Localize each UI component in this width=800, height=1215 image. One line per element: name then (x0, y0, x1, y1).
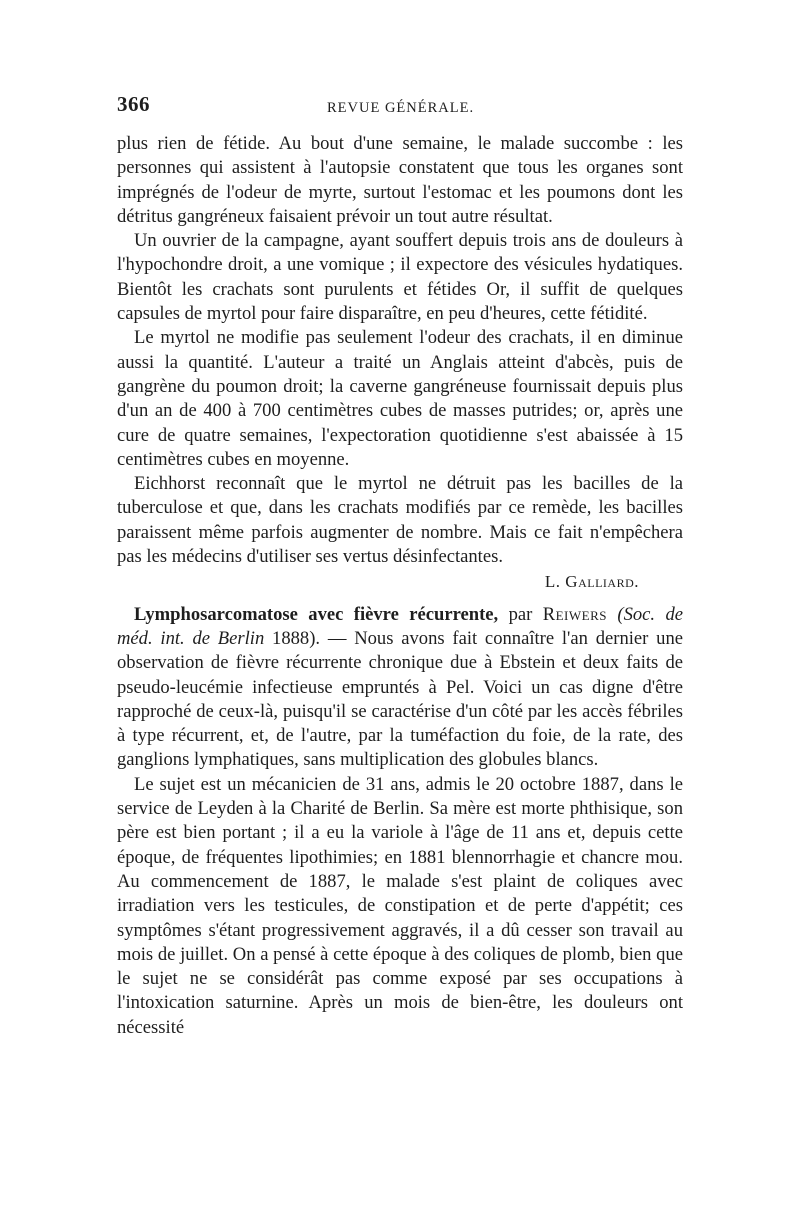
paragraph-myrtol-quantity: Le myrtol ne modifie pas seulement l'odeur des crachats, il en diminue aussi la quantité. L'auteur a traité un Anglais atteint d'abcès, puis de gangrène du poumon droit; la caverne gangréneuse fournissait depuis plus d'un an de 400 à 700 centimètres cubes de masses putrides; or, après une cure de quatre semaines, l'expectoration quotidienne s'est abaissée à 15 centimètres cubes en moyenne. (117, 327, 683, 470)
article-source: (Soc. de méd. int. de Berlin (117, 603, 684, 649)
article-intro-text: Nous avons fait connaître l'an dernier une observation de fièvre récurrente chronique due à Ebstein et deux faits de pseudo-leucémie infectieuse empruntés à Pel. Voici un cas digne d'être rapproché de ceux-là, puisqu'il se caractérise d'un côté par les accès fébriles à type récurrent, et, de l'autre, par la tuméfaction du foie, de la rate, des ganglions lymphatiques, sans multiplication des globules blancs. (117, 627, 683, 771)
article-source-year: 1888). — (264, 627, 355, 649)
paragraph-hydatid-case: Un ouvrier de la campagne, ayant souffert depuis trois ans de douleurs à l'hypochondre droit, a une vomique ; il expectore des vésicules hydatiques. Bientôt les crachats sont purulents et fétides Or, il suffit de quelques capsules de myrtol pour faire disparaître, en peu d'heures, cette fétidité. (117, 230, 683, 325)
article-author: Reiwers (542, 603, 607, 625)
paragraph-continued: plus rien de fétide. Au bout d'une semaine, le malade succombe : les personnes qui assistent à l'autopsie constatent que tous les organes sont imprégnés de l'odeur de myrte, surtout l'estomac et les poumons dont les détritus gangréneux faisaient prévoir un tout autre résultat. (117, 133, 683, 227)
running-header (117, 92, 683, 128)
running-title: REVUE GÉNÉRALE. (327, 100, 475, 116)
document-page (117, 92, 683, 1040)
paragraph-patient-history: Le sujet est un mécanicien de 31 ans, admis le 20 octobre 1887, dans le service de Leyden à la Charité de Berlin. Sa mère est morte phthisique, son père est bien portant ; il a eu la variole à l'âge de 11 ans et, depuis cette époque, de fréquentes lipothimies; en 1881 blennorrhagie et chancre mou. Au commencement de 1887, le malade s'est plaint de coliques avec irradiation vers les testicules, de constipation et de perte d'appétit; ces symptômes s'étant progressivement aggravés, il a dû cesser son travail au mois de juillet. On a pensé à cette époque à des coliques de plomb, bien que le sujet ne se considérât pas comme exposé par ses occupations à l'intoxication saturnine. Après un mois de bien-être, les douleurs ont nécessité (117, 773, 683, 1038)
article-byline-par: par (498, 603, 543, 625)
article-lymphosarcomatose (117, 603, 683, 773)
page-number: 366 (117, 92, 150, 116)
paragraph-eichhorst: Eichhorst reconnaît que le myrtol ne détruit pas les bacilles de la tuberculose et que, dans les crachats modifiés par ce remède, les bacilles paraissent même parfois augmenter de nombre. Mais ce fait n'empêchera pas les médecins d'utiliser ses vertus désinfectantes. (117, 473, 683, 568)
article-title: Lymphosarcomatose avec fièvre récurrente, (134, 603, 499, 625)
author-signature: L. Galliard. (544, 572, 639, 592)
